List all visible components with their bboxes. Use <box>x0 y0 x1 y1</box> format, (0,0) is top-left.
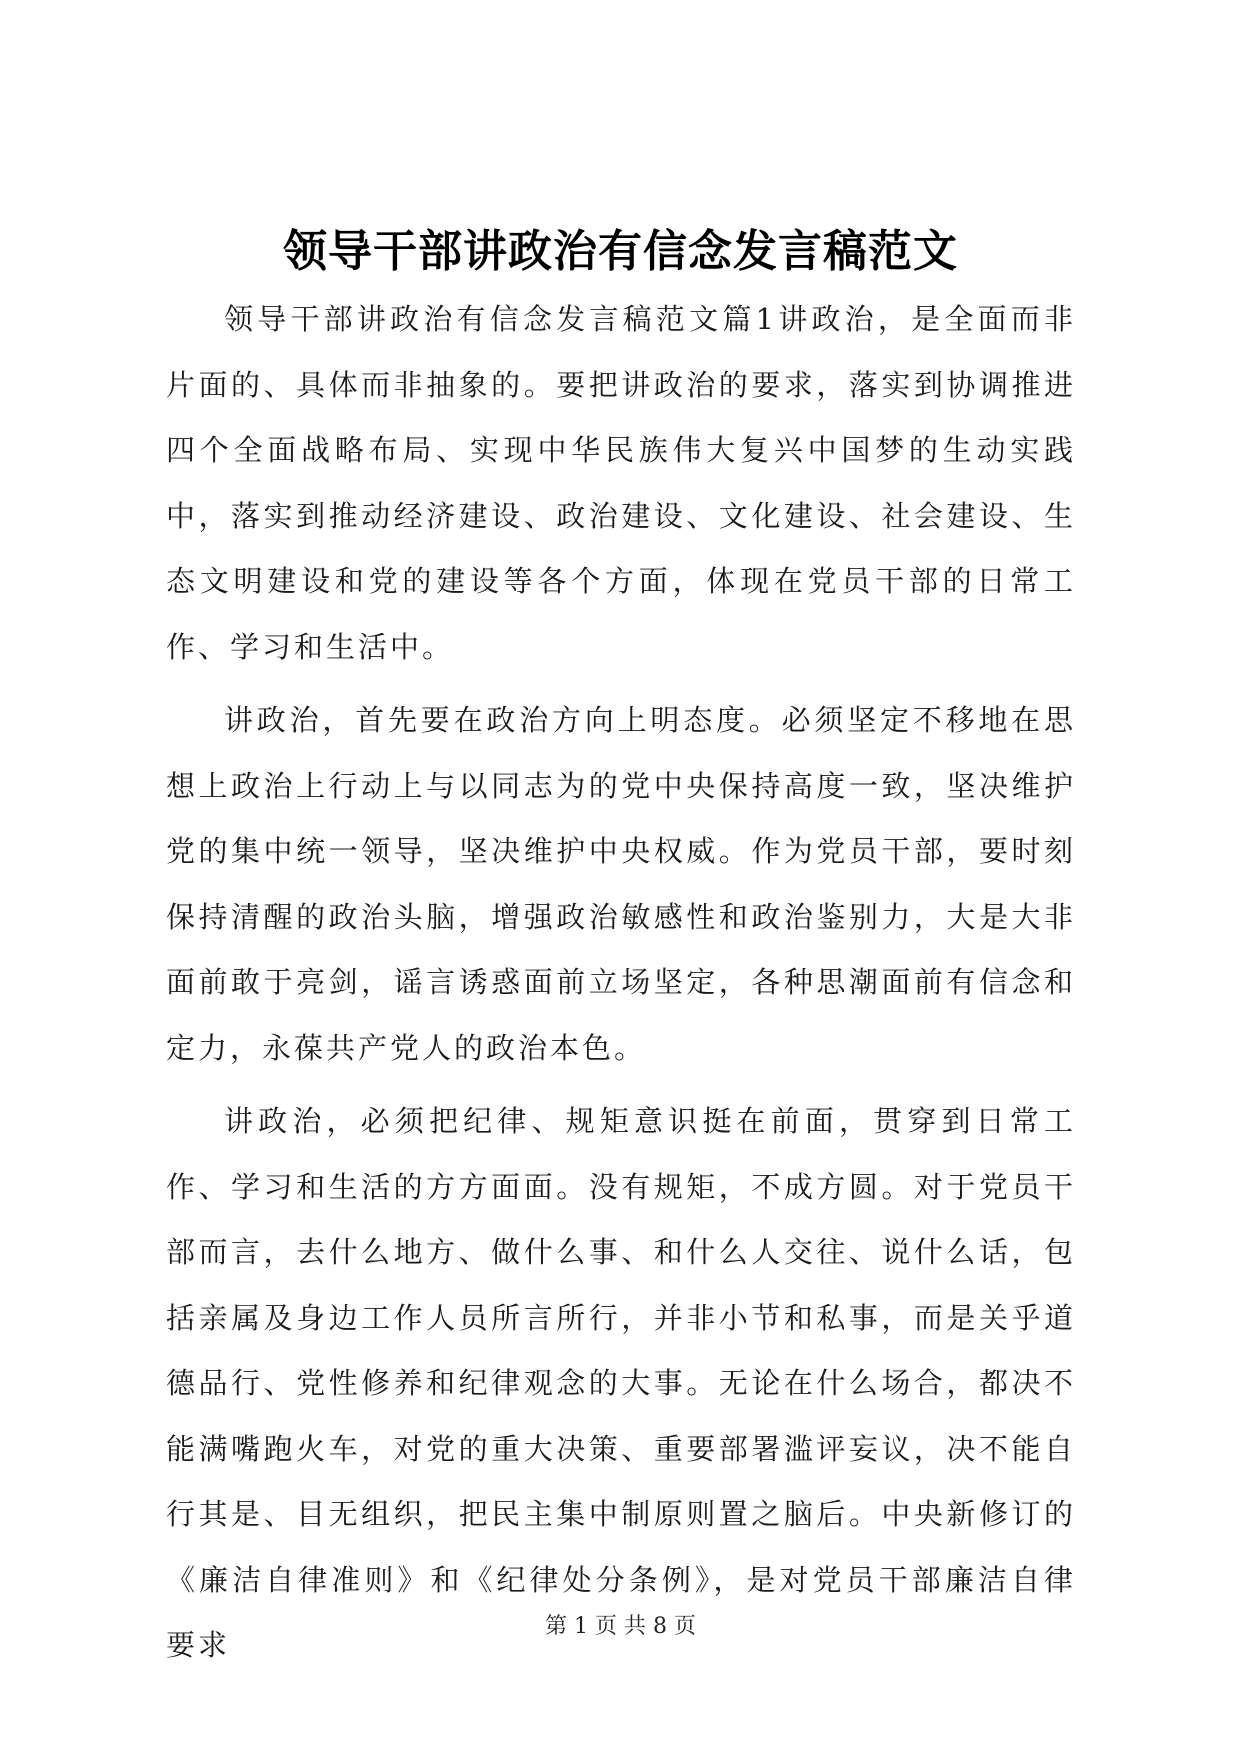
paragraph-3: 讲政治，必须把纪律、规矩意识挺在前面，贯穿到日常工作、学习和生活的方方面面。没有规矩，不成方圆。对于党员干部而言，去什么地方、做什么事、和什么人交往、说什么话，包括亲属及身边工作人员所言所行，并非小节和私事，而是关乎道德品行、党性修养和纪律观念的大事。无论在什么场合，都决不能满嘴跑火车，对党的重大决策、重要部署滥评妄议，决不能自行其是、目无组织，把民主集中制原则置之脑后。中央新修订的《廉洁自律准则》和《纪律处分条例》，是对党员干部廉洁自律要求 <box>166 1104 1076 1662</box>
document-body <box>166 287 1076 1687</box>
page-footer: 第 1 页 共 8 页 <box>545 1614 696 1639</box>
document-title: 领导干部讲政治有信念发言稿范文 <box>283 226 958 277</box>
paragraph-2: 讲政治，首先要在政治方向上明态度。必须坚定不移地在思想上政治上行动上与以同志为的党中央保持高度一致，坚决维护党的集中统一领导，坚决维护中央权威。作为党员干部，要时刻保持清醒的政治头脑，增强政治敏感性和政治鉴别力，大是大非面前敢于亮剑，谣言诱惑面前立场坚定，各种思潮面前有信念和定力，永葆共产党人的政治本色。 <box>166 703 1076 1065</box>
paragraph-1: 领导干部讲政治有信念发言稿范文篇1讲政治，是全面而非片面的、具体而非抽象的。要把讲政治的要求，落实到协调推进四个全面战略布局、实现中华民族伟大复兴中国梦的生动实践中，落实到推动经济建设、政治建设、文化建设、社会建设、生态文明建设和党的建设等各个方面，体现在党员干部的日常工作、学习和生活中。 <box>166 302 1076 664</box>
